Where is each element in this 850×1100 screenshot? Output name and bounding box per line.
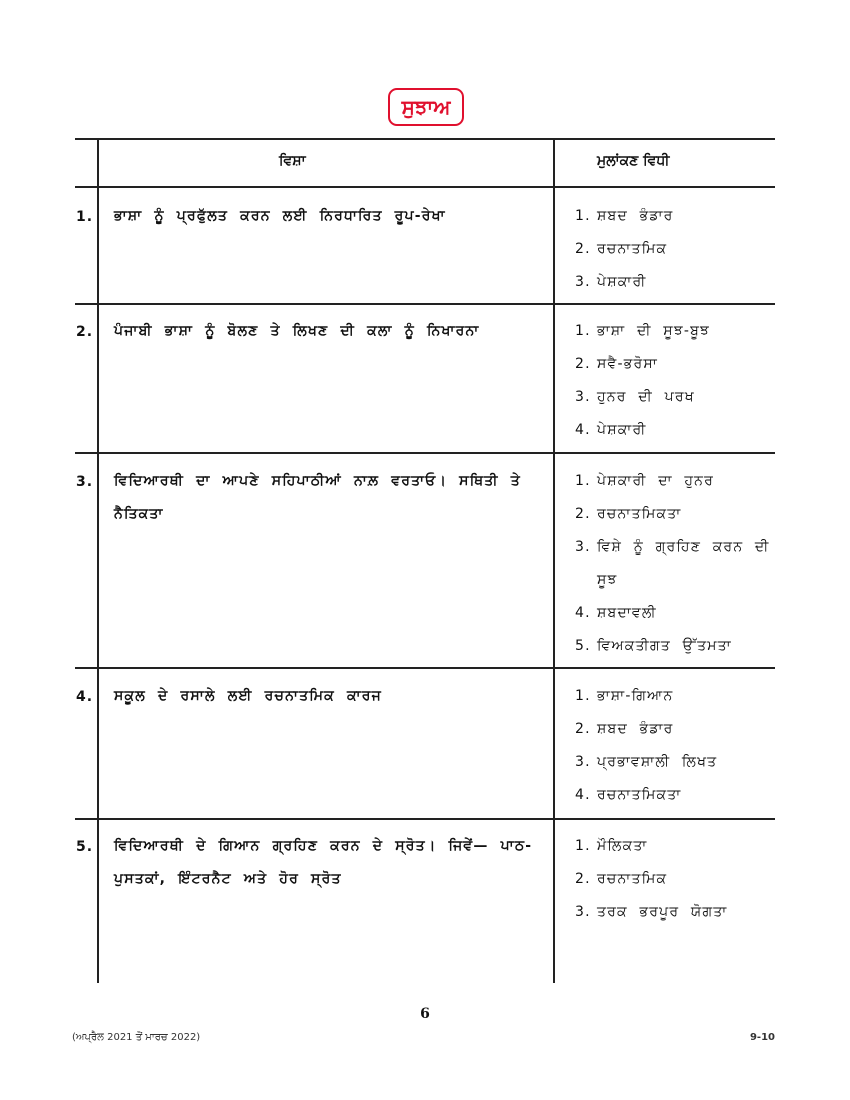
- row-number: 5.: [76, 839, 94, 855]
- row-topic: ਸਕੂਲ ਦੇ ਰਸਾਲੇ ਲਈ ਰਚਨਾਤਮਿਕ ਕਾਰਜ: [114, 688, 382, 704]
- method-item: 1. ਭਾਸ਼ਾ ਦੀ ਸੂਝ-ਬੂਝ: [575, 323, 711, 339]
- method-item: 2. ਰਚਨਾਤਮਿਕਤਾ: [575, 506, 682, 522]
- method-item: 1. ਪੇਸ਼ਕਾਰੀ ਦਾ ਹੁਨਰ: [575, 473, 714, 489]
- method-item: 5. ਵਿਅਕਤੀਗਤ ਉੱਤਮਤਾ: [575, 638, 732, 654]
- row-divider: [75, 452, 775, 454]
- row-topic: ਵਿਦਿਆਰਥੀ ਦਾ ਆਪਣੇ ਸਹਿਪਾਠੀਆਂ ਨਾਲ਼ ਵਰਤਾਓ। ਸਥਿਤੀ ਤੇ ਨੈਤਿਕਤਾ: [114, 473, 521, 522]
- row-topic: ਭਾਸ਼ਾ ਨੂੰ ਪ੍ਰਫੁੱਲਤ ਕਰਨ ਲਈ ਨਿਰਧਾਰਿਤ ਰੂਪ-ਰੇਖਾ: [114, 208, 446, 224]
- method-item: 3. ਪ੍ਰਭਾਵਸ਼ਾਲੀ ਲਿਖਤ: [575, 754, 718, 770]
- row-topic: ਵਿਦਿਆਰਥੀ ਦੇ ਗਿਆਨ ਗ੍ਰਹਿਣ ਕਰਨ ਦੇ ਸ੍ਰੋਤ। ਜਿਵੇਂ— ਪਾਠ-ਪੁਸਤਕਾਂ, ਇੰਟਰਨੈਟ ਅਤੇ ਹੋਰ ਸ੍ਰੋਤ: [114, 838, 533, 887]
- method-item: 2. ਰਚਨਾਤਮਿਕ: [575, 871, 668, 887]
- row-divider: [75, 818, 775, 820]
- row-number: 2.: [76, 324, 94, 340]
- method-item: 2. ਸਵੈ-ਭਰੋਸਾ: [575, 356, 658, 372]
- method-item: 2. ਰਚਨਾਤਮਿਕ: [575, 241, 668, 257]
- row-divider: [75, 667, 775, 669]
- row-topic: ਪੰਜਾਬੀ ਭਾਸ਼ਾ ਨੂੰ ਬੋਲਣ ਤੇ ਲਿਖਣ ਦੀ ਕਲਾ ਨੂੰ ਨਿਖਾਰਨਾ: [114, 323, 480, 339]
- method-list: [575, 465, 775, 663]
- method-item: 4. ਪੇਸ਼ਕਾਰੀ: [575, 422, 647, 438]
- column-divider-middle: [553, 138, 555, 983]
- method-list: [575, 680, 775, 812]
- method-item: 3. ਤਰਕ ਭਰਪੂਰ ਯੋਗਤਾ: [575, 904, 728, 920]
- method-item: 1. ਸ਼ਬਦ ਭੰਡਾਰ: [575, 208, 674, 224]
- method-item: 3. ਪੇਸ਼ਕਾਰੀ: [575, 274, 647, 290]
- method-list: [575, 830, 775, 929]
- method-list: [575, 315, 775, 447]
- method-item: 1. ਭਾਸ਼ਾ-ਗਿਆਨ: [575, 688, 674, 704]
- page-title: ਸੁਝਾਅ: [388, 88, 464, 126]
- row-number: 3.: [76, 474, 94, 490]
- row-number: 1.: [76, 209, 94, 225]
- page-number: 6: [420, 1006, 430, 1022]
- method-item: 3. ਹੁਨਰ ਦੀ ਪਰਖ: [575, 389, 695, 405]
- method-item: 1. ਮੌਲਿਕਤਾ: [575, 838, 648, 854]
- method-item: 2. ਸ਼ਬਦ ਭੰਡਾਰ: [575, 721, 674, 737]
- method-item: 4. ਰਚਨਾਤਮਿਕਤਾ: [575, 787, 682, 803]
- column-divider-left: [97, 138, 99, 983]
- method-item: 3. ਵਿਸ਼ੇ ਨੂੰ ਗ੍ਰਹਿਣ ਕਰਨ ਦੀ ਸੂਝ: [575, 539, 770, 588]
- row-divider: [75, 303, 775, 305]
- method-list: [575, 200, 775, 299]
- footer-class-range: 9-10: [749, 1032, 775, 1043]
- header-method: ਮੁਲਾਂਕਣ ਵਿਧੀ: [597, 153, 670, 169]
- row-number: 4.: [76, 689, 94, 705]
- method-item: 4. ਸ਼ਬਦਾਵਲੀ: [575, 605, 657, 621]
- header-bottom-rule: [75, 186, 775, 188]
- table-top-rule: [75, 138, 775, 140]
- header-topic: ਵਿਸ਼ਾ: [279, 153, 306, 169]
- footer-date-range: (ਅਪ੍ਰੈਲ 2021 ਤੋਂ ਮਾਰਚ 2022): [72, 1032, 201, 1043]
